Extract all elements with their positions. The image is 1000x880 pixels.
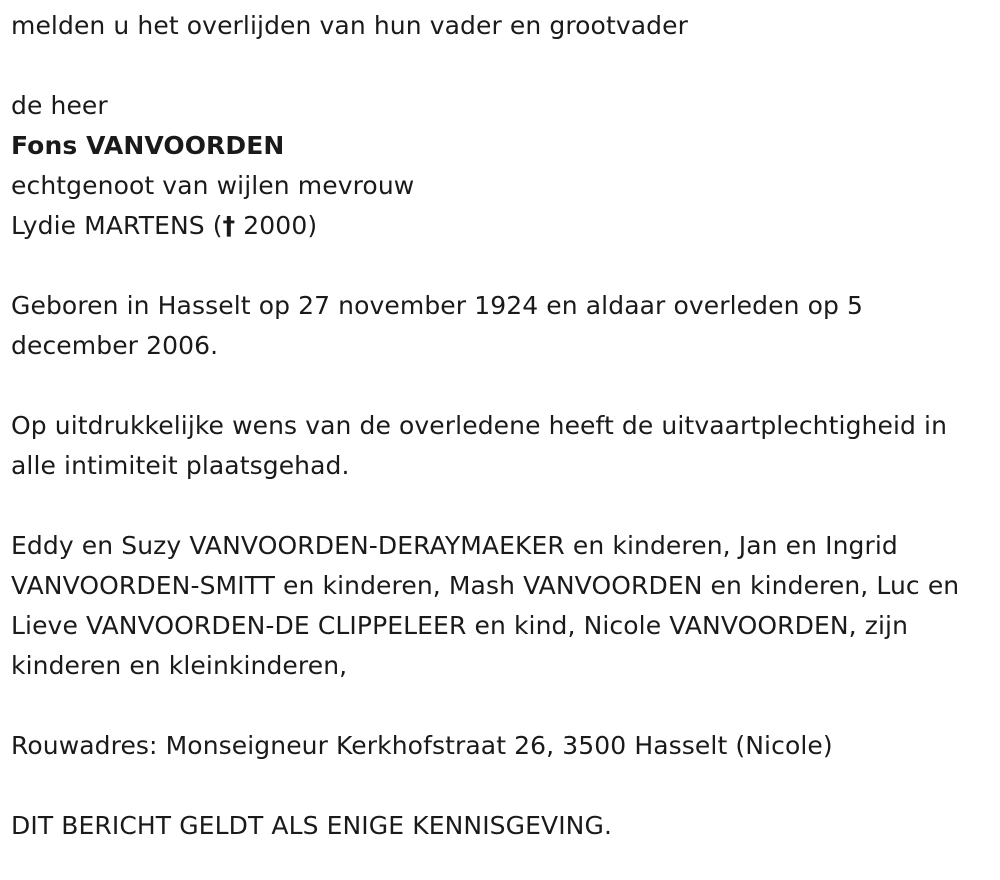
spouse-relation: echtgenoot van wijlen mevrouw [11,171,415,200]
cross-icon: † [222,211,236,240]
spacer [11,246,991,286]
family-paragraph: Eddy en Suzy VANVOORDEN-DERAYMAEKER en kinderen, Jan en Ingrid VANVOORDEN-SMITT en kinderen, Mash VANVOORDEN en kinderen, Luc en Lieve VANVOORDEN-DE CLIPPELEER en kind, Nicole VANVOORDEN, zijn kinderen en kleinkinderen, [11,531,960,680]
intro-text: melden u het overlijden van hun vader en grootvader [11,11,688,40]
spacer [11,766,991,806]
mourning-address: Rouwadres: Monseigneur Kerkhofstraat 26, 3500 Hasselt (Nicole) [11,731,833,760]
spouse-line [11,206,991,246]
death-notice [11,6,991,846]
deceased-name: Fons VANVOORDEN [11,131,285,160]
spacer [11,486,991,526]
birth-death-paragraph: Geboren in Hasselt op 27 november 1924 en aldaar overleden op 5 december 2006. [11,291,863,360]
closing-statement: DIT BERICHT GELDT ALS ENIGE KENNISGEVING. [11,811,612,840]
funeral-paragraph: Op uitdrukkelijke wens van de overledene heeft de uitvaartplechtigheid in alle intimiteit plaatsgehad. [11,411,948,480]
spouse-name: Lydie MARTENS ( [11,211,223,240]
spacer [11,366,991,406]
spacer [11,46,991,86]
salutation: de heer [11,91,108,120]
spouse-death-year: 2000) [235,211,318,240]
spacer [11,686,991,726]
